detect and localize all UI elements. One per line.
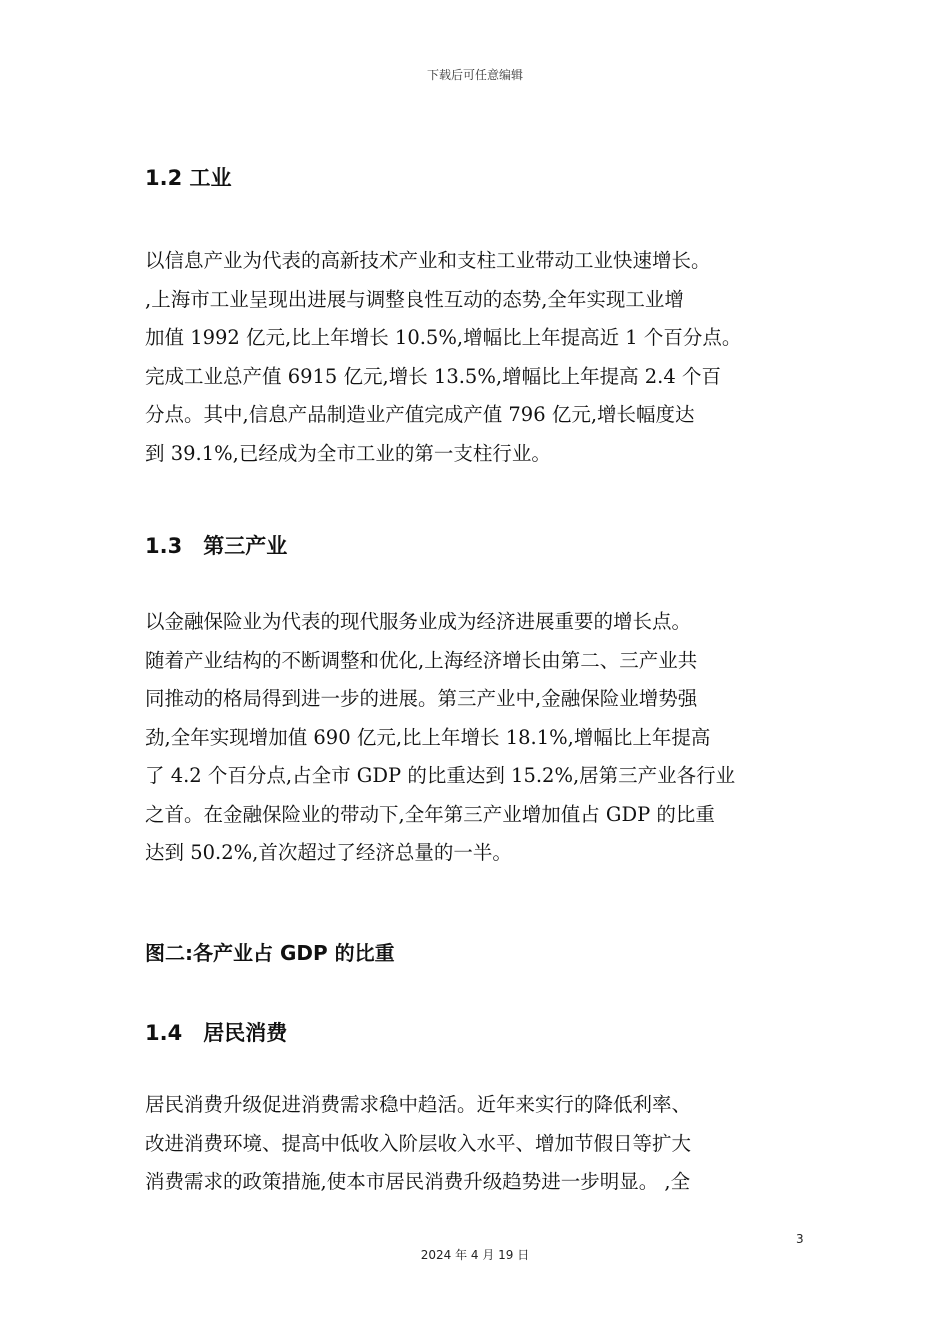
paragraph-tertiary-industry [145, 603, 735, 873]
paragraph-line: 劲,全年实现增加值 690 亿元,比上年增长 18.1%,增幅比上年提高 [145, 725, 711, 749]
paragraph-line: 随着产业结构的不断调整和优化,上海经济增长由第二、三产业共 [145, 648, 698, 672]
section-heading-industry: 1.2 工业 [145, 166, 232, 190]
paragraph-line: 分点。其中,信息产品制造业产值完成产值 796 亿元,增长幅度达 [145, 403, 695, 426]
paragraph-line: 以信息产业为代表的高新技术产业和支柱工业带动工业快速增长。 [145, 249, 711, 272]
paragraph-industry [145, 242, 741, 473]
figure-caption: 图二:各产业占 GDP 的比重 [145, 941, 395, 965]
paragraph-line: ,上海市工业呈现出进展与调整良性互动的态势,全年实现工业增 [145, 287, 684, 311]
paragraph-line: 了 4.2 个百分点,占全市 GDP 的比重达到 15.2%,居第三产业各行业 [145, 764, 736, 787]
paragraph-line: 到 39.1%,已经成为全市工业的第一支柱行业。 [145, 441, 551, 465]
paragraph-line: 之首。在金融保险业的带动下,全年第三产业增加值占 GDP 的比重 [145, 802, 715, 826]
header-note: 下载后可任意编辑 [426, 68, 523, 82]
paragraph-line: 居民消费升级促进消费需求稳中趋活。近年来实行的降低利率、 [145, 1093, 692, 1116]
footer-date: 2024 年 4 月 19 日 [420, 1248, 530, 1262]
section-heading-tertiary-industry: 1.3 第三产业 [145, 534, 288, 558]
paragraph-consumption [145, 1086, 691, 1202]
paragraph-line: 同推动的格局得到进一步的进展。第三产业中,金融保险业增势强 [145, 687, 698, 710]
paragraph-line: 消费需求的政策措施,使本市居民消费升级趋势进一步明显。 ,全 [145, 1170, 691, 1193]
section-heading-consumption: 1.4 居民消费 [145, 1021, 288, 1045]
paragraph-line: 加值 1992 亿元,比上年增长 10.5%,增幅比上年提高近 1 个百分点。 [145, 326, 742, 349]
paragraph-line: 达到 50.2%,首次超过了经济总量的一半。 [145, 841, 512, 864]
paragraph-line: 完成工业总产值 6915 亿元,增长 13.5%,增幅比上年提高 2.4 个百 [145, 364, 721, 388]
paragraph-line: 以金融保险业为代表的现代服务业成为经济进展重要的增长点。 [145, 610, 692, 633]
page-number: 3 [796, 1232, 804, 1246]
paragraph-line: 改进消费环境、提高中低收入阶层收入水平、增加节假日等扩大 [145, 1131, 692, 1155]
